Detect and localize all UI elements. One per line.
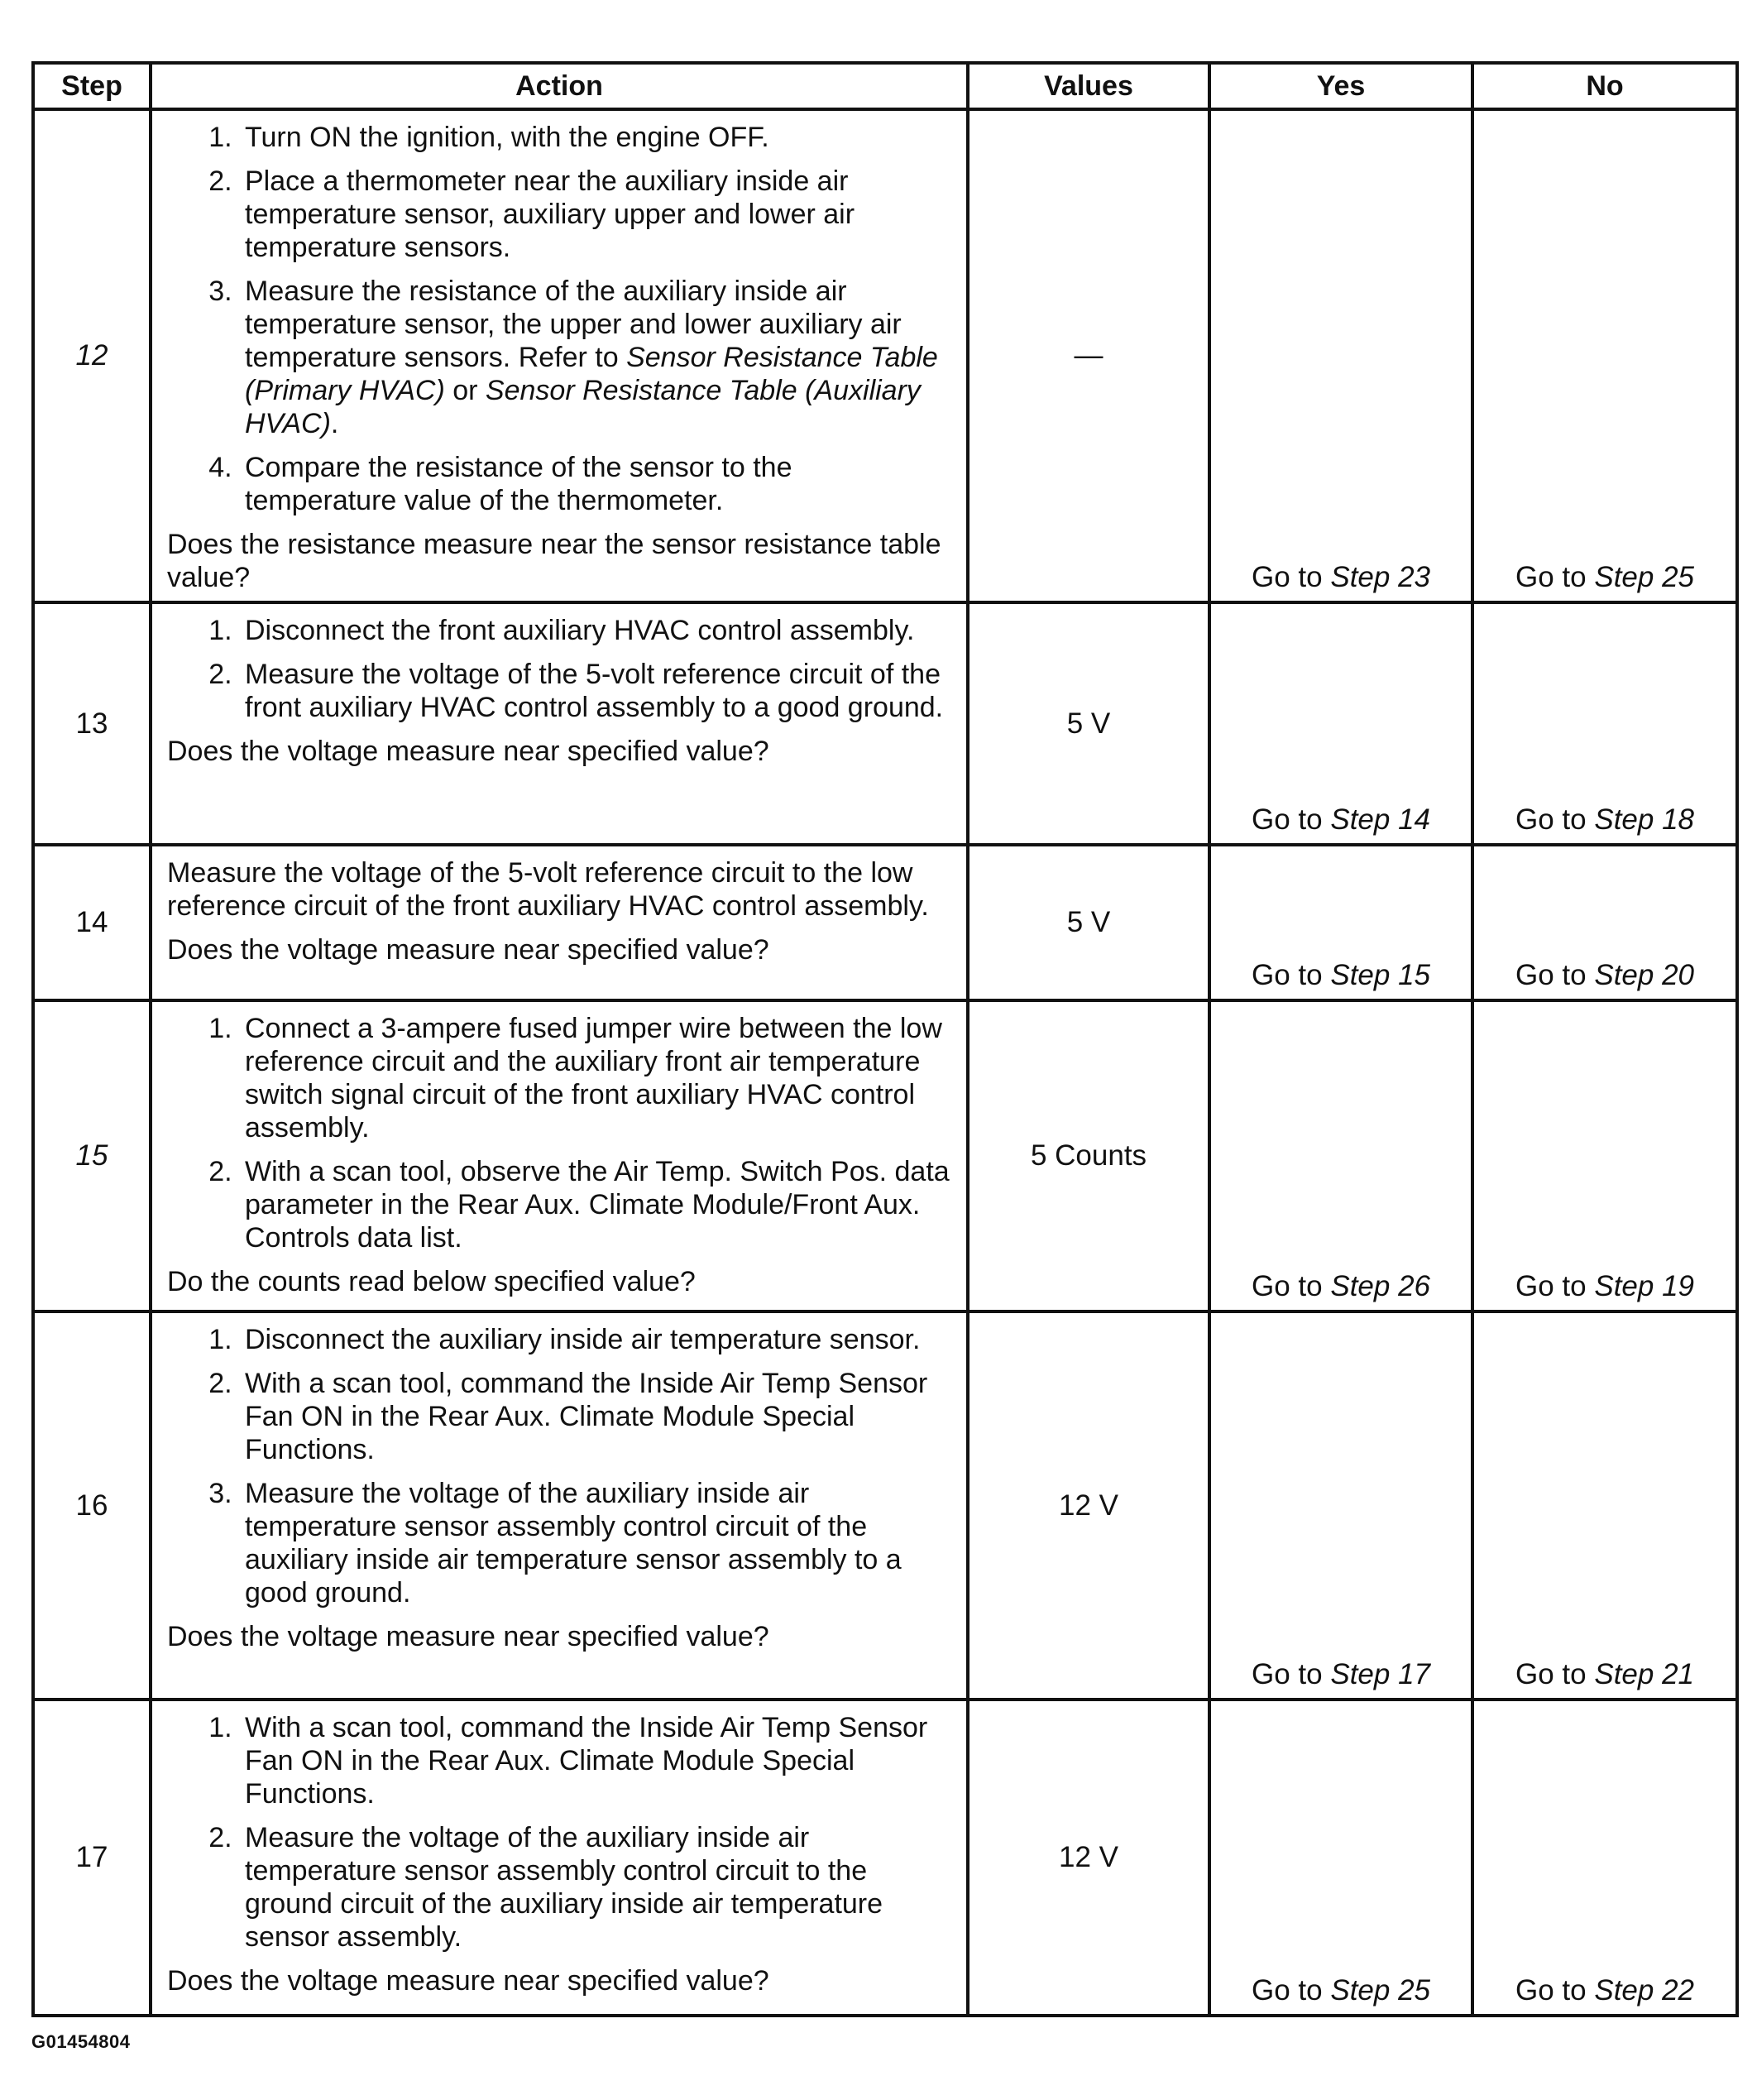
action-cell [151, 1311, 968, 1700]
no-target-step: Step 21 [1594, 1658, 1694, 1690]
table-row [33, 1311, 1737, 1700]
action-text: With a scan tool, command the Inside Air Temp Sensor Fan ON in the Rear Aux. Climate Module Special Functions. [245, 1368, 928, 1465]
action-step-item [240, 1477, 951, 1609]
table-row [33, 1700, 1737, 2016]
action-step-item [240, 451, 951, 517]
yes-target-step: Step 14 [1330, 803, 1430, 836]
go-to-text: Go to [1515, 959, 1587, 991]
no-cell [1472, 1000, 1737, 1311]
go-to-text: Go to [1252, 1658, 1323, 1690]
action-step-item [240, 1821, 951, 1954]
go-to-text: Go to [1252, 561, 1323, 593]
go-to-text: Go to [1515, 1270, 1587, 1302]
action-cell [151, 1700, 968, 2016]
no-target-step: Step 18 [1594, 803, 1694, 836]
action-question: Does the resistance measure near the sensor resistance table value? [167, 529, 941, 593]
go-to-text: Go to [1515, 803, 1587, 836]
action-question: Does the voltage measure near specified value? [167, 934, 769, 966]
action-question: Does the voltage measure near specified value? [167, 736, 769, 767]
action-question: Does the voltage measure near specified value? [167, 1965, 769, 1997]
no-cell [1472, 1311, 1737, 1700]
yes-target-step: Step 15 [1330, 959, 1430, 991]
go-to-text: Go to [1515, 561, 1587, 593]
no-cell [1472, 845, 1737, 1000]
figure-id: G01454804 [31, 2031, 131, 2052]
diagnostic-table-container [31, 61, 1735, 2017]
no-target-step: Step 25 [1594, 561, 1694, 593]
action-step-item [240, 614, 951, 647]
values-cell: — [968, 109, 1209, 602]
no-target-step: Step 19 [1594, 1270, 1694, 1302]
action-cell [151, 845, 968, 1000]
action-text: With a scan tool, observe the Air Temp. Switch Pos. data parameter in the Rear Aux. Climate Module/Front Aux. Controls data list. [245, 1156, 950, 1254]
table-row [33, 1000, 1737, 1311]
go-to-text: Go to [1515, 1658, 1587, 1690]
yes-cell [1209, 845, 1472, 1000]
no-cell [1472, 1700, 1737, 2016]
yes-cell [1209, 602, 1472, 845]
action-step-item [240, 1323, 951, 1356]
values-cell: 5 V [968, 602, 1209, 845]
reference-title: Sensor Resistance Table (Auxiliary HVAC) [245, 375, 921, 439]
table-row [33, 109, 1737, 602]
go-to-text: Go to [1252, 803, 1323, 836]
action-text: Compare the resistance of the sensor to the temperature value of the thermometer. [245, 452, 792, 516]
yes-cell [1209, 1000, 1472, 1311]
action-text: Measure the voltage of the auxiliary inside air temperature sensor assembly control circuit of the auxiliary inside air temperature sensor assembly to a good ground. [245, 1478, 902, 1609]
yes-target-step: Step 25 [1330, 1974, 1430, 2007]
yes-target-step: Step 26 [1330, 1270, 1430, 1302]
action-text: Measure the resistance of the auxiliary inside air temperature sensor, the upper and lower auxiliary air temperature sensors. Refer to [245, 276, 902, 373]
yes-target-step: Step 23 [1330, 561, 1430, 593]
action-steps-list [167, 1012, 951, 1254]
action-steps-list [167, 121, 951, 517]
diagnostic-table [31, 61, 1739, 2017]
values-cell: 12 V [968, 1311, 1209, 1700]
yes-target-step: Step 17 [1330, 1658, 1430, 1690]
action-paragraph: Measure the voltage of the 5-volt reference circuit to the low reference circuit of the front auxiliary HVAC control assembly. [167, 857, 929, 922]
step-number: 13 [33, 602, 151, 845]
header-values: Values [968, 63, 1209, 109]
header-yes: Yes [1209, 63, 1472, 109]
values-cell: 12 V [968, 1700, 1209, 2016]
step-number: 15 [33, 1000, 151, 1311]
action-text: Turn ON the ignition, with the engine OFF. [245, 122, 769, 153]
values-cell: 5 V [968, 845, 1209, 1000]
action-text: Disconnect the front auxiliary HVAC control assembly. [245, 615, 915, 646]
table-row [33, 845, 1737, 1000]
action-steps-list [167, 1711, 951, 1954]
no-target-step: Step 20 [1594, 959, 1694, 991]
header-no: No [1472, 63, 1737, 109]
action-text: Measure the voltage of the auxiliary inside air temperature sensor assembly control circuit to the ground circuit of the auxiliary inside air temperature sensor assembly. [245, 1822, 883, 1953]
action-question: Does the voltage measure near specified value? [167, 1621, 769, 1652]
action-text: . [330, 408, 339, 439]
action-cell [151, 1000, 968, 1311]
go-to-text: Go to [1515, 1974, 1587, 2007]
action-cell [151, 109, 968, 602]
go-to-text: Go to [1252, 1270, 1323, 1302]
action-text: Disconnect the auxiliary inside air temperature sensor. [245, 1324, 921, 1355]
yes-cell [1209, 1311, 1472, 1700]
go-to-text: Go to [1252, 959, 1323, 991]
action-text: Connect a 3-ampere fused jumper wire between the low reference circuit and the auxiliary front air temperature switch signal circuit of the front auxiliary HVAC control assembly. [245, 1013, 942, 1143]
action-question: Do the counts read below specified value? [167, 1266, 696, 1297]
action-step-item [240, 121, 951, 154]
action-step-item [240, 1155, 951, 1254]
action-text: Place a thermometer near the auxiliary inside air temperature sensor, auxiliary upper and lower air temperature sensors. [245, 165, 855, 263]
action-text: or [444, 375, 486, 406]
no-target-step: Step 22 [1594, 1974, 1694, 2007]
header-row [33, 63, 1737, 109]
action-text: With a scan tool, command the Inside Air Temp Sensor Fan ON in the Rear Aux. Climate Module Special Functions. [245, 1712, 928, 1810]
reference-title: Sensor Resistance Table (Primary HVAC) [245, 342, 938, 406]
action-step-item [240, 1711, 951, 1810]
table-row [33, 602, 1737, 845]
yes-cell [1209, 1700, 1472, 2016]
action-step-item [240, 165, 951, 264]
go-to-text: Go to [1252, 1974, 1323, 2007]
action-step-item [240, 275, 951, 440]
action-step-item [240, 1012, 951, 1144]
yes-cell [1209, 109, 1472, 602]
header-action: Action [151, 63, 968, 109]
step-number: 12 [33, 109, 151, 602]
action-step-item [240, 1367, 951, 1466]
no-cell [1472, 602, 1737, 845]
action-cell [151, 602, 968, 845]
action-steps-list [167, 614, 951, 724]
table-body [33, 109, 1737, 2016]
header-step: Step [33, 63, 151, 109]
step-number: 16 [33, 1311, 151, 1700]
no-cell [1472, 109, 1737, 602]
step-number: 14 [33, 845, 151, 1000]
action-steps-list [167, 1323, 951, 1609]
step-number: 17 [33, 1700, 151, 2016]
action-text: Measure the voltage of the 5-volt reference circuit of the front auxiliary HVAC control assembly to a good ground. [245, 659, 944, 723]
action-step-item [240, 658, 951, 724]
values-cell: 5 Counts [968, 1000, 1209, 1311]
